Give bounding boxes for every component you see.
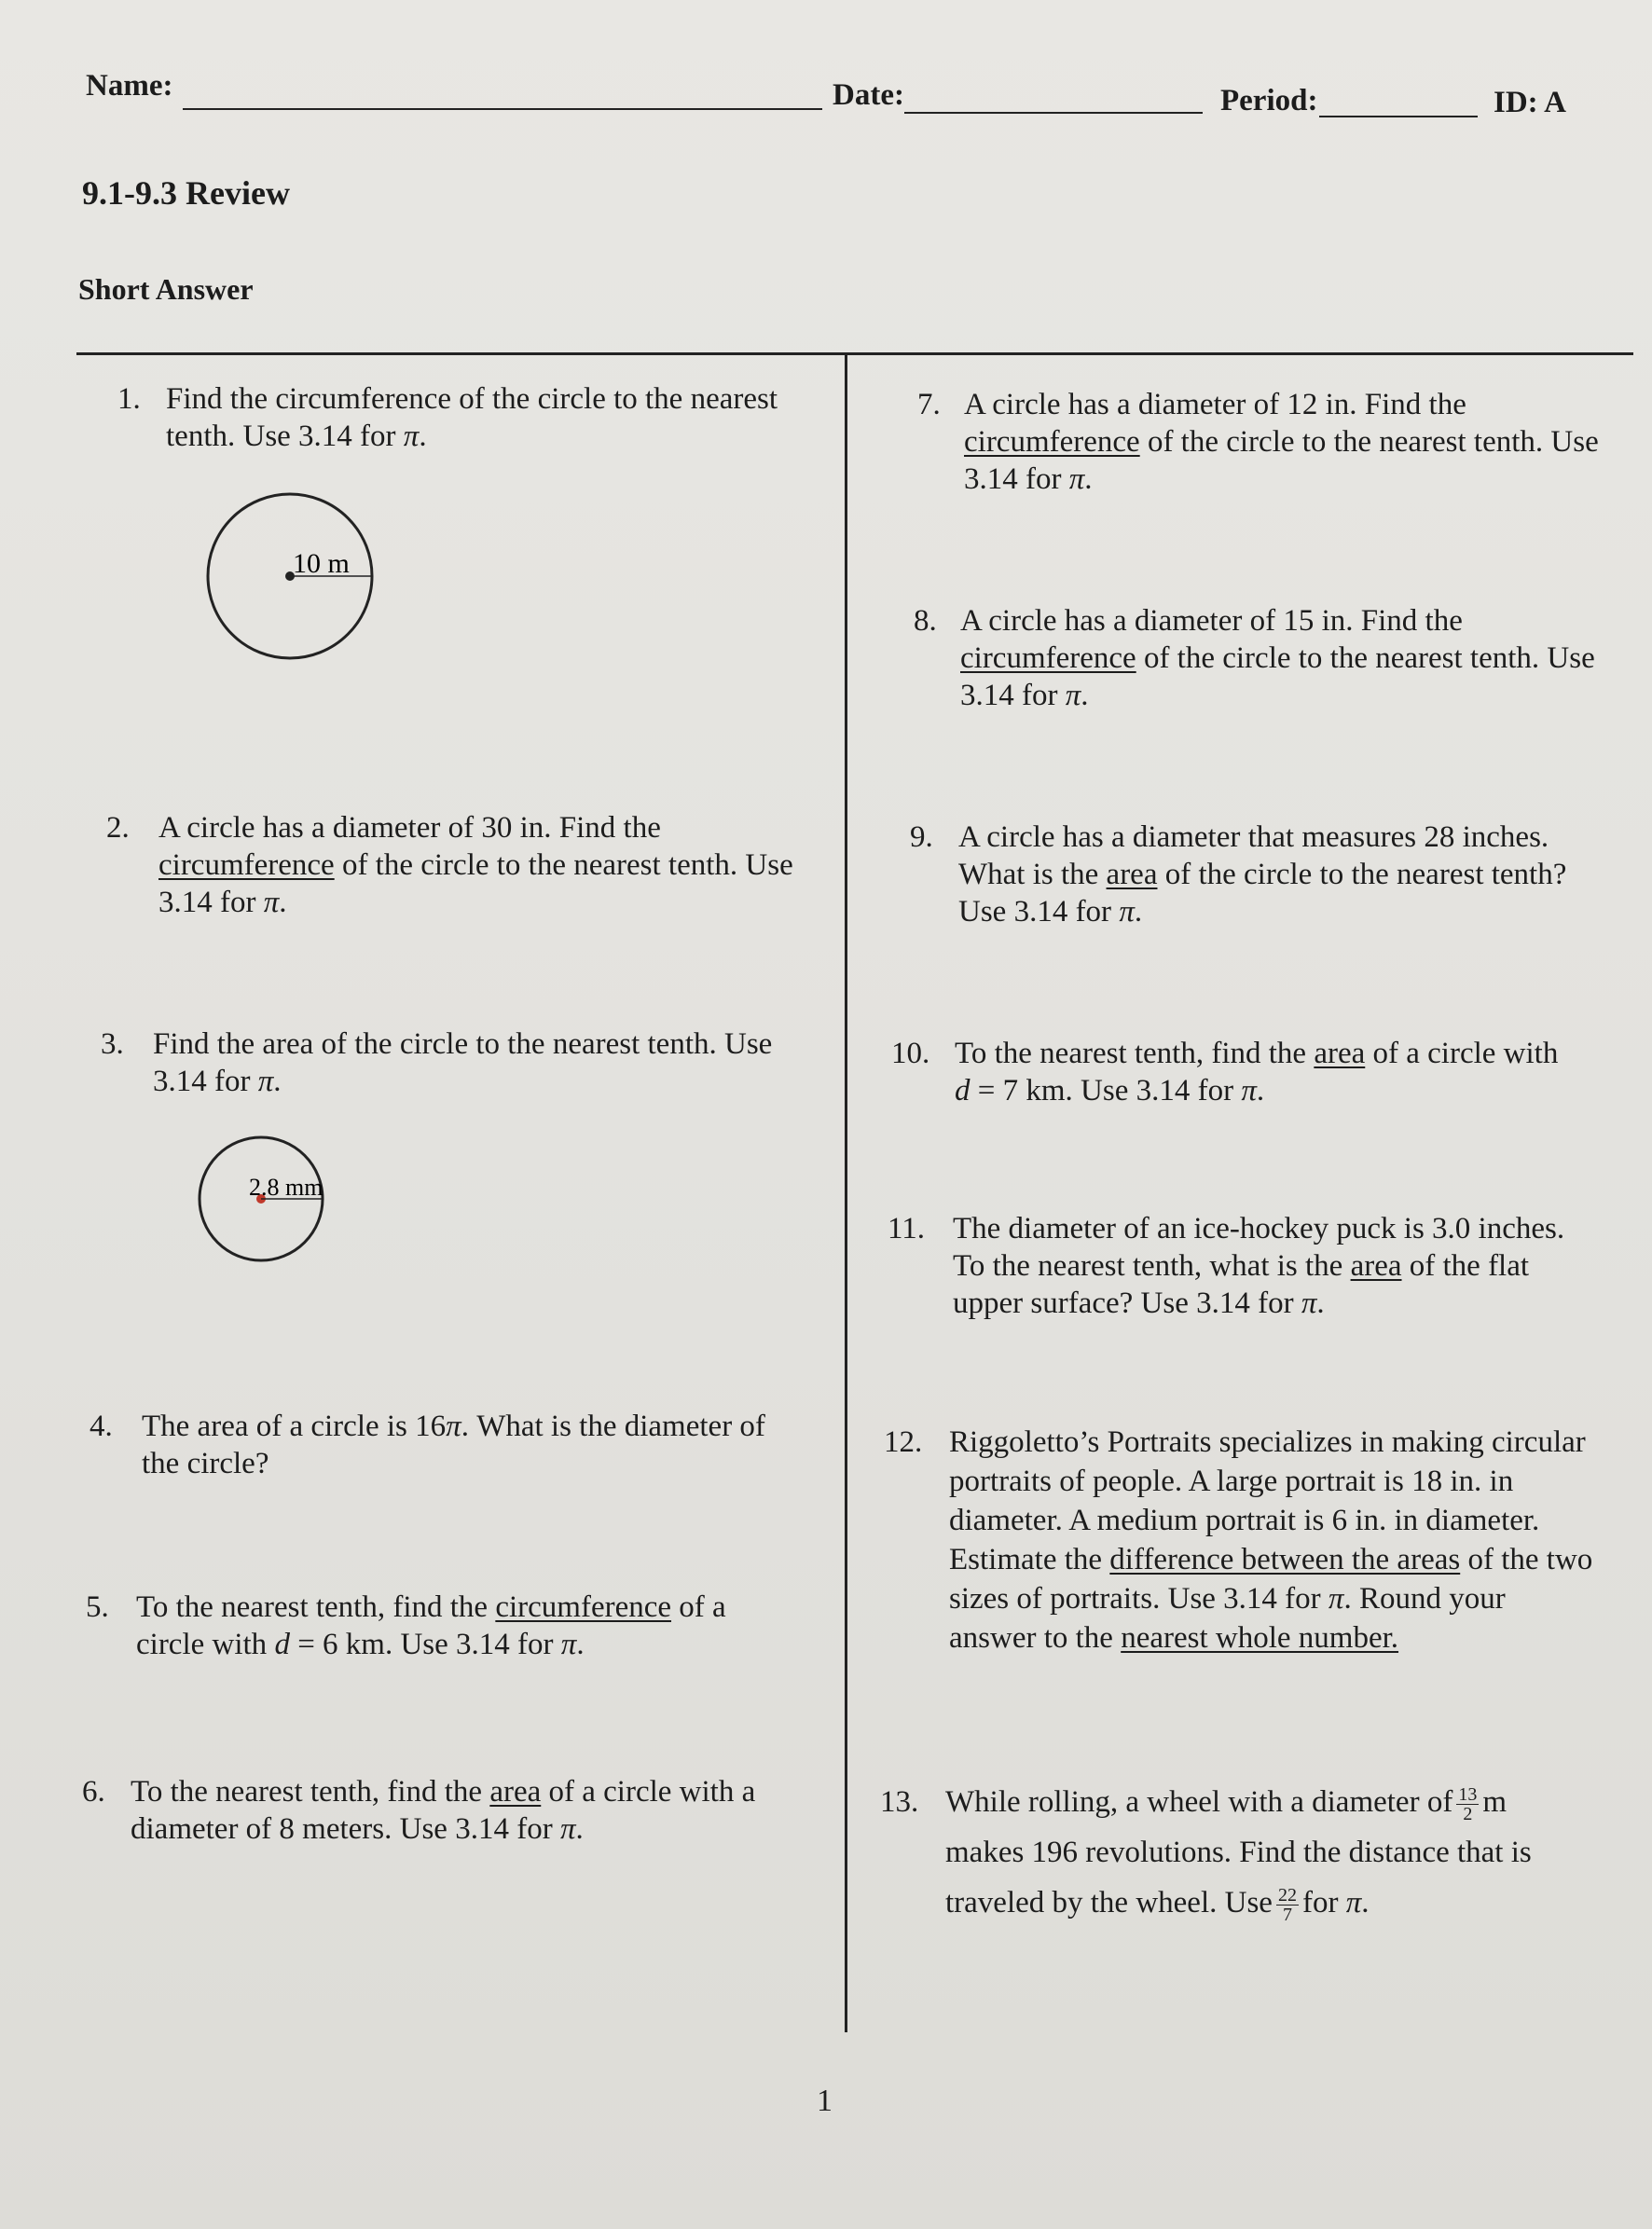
date-blank xyxy=(904,112,1203,114)
question-5: 5. To the nearest tenth, find the circumference of a circle with d = 6 km. Use 3.14 for π. xyxy=(86,1590,726,1661)
id-label: ID: A xyxy=(1494,86,1566,119)
name-blank xyxy=(183,108,822,110)
question-8: 8. A circle has a diameter of 15 in. Find the circumference of the circle to the nearest tenth. Use 3.14 for π. xyxy=(914,604,1595,712)
question-11: 11. The diameter of an ice-hockey puck is 3.0 inches. To the nearest tenth, what is the area of the flat upper surface? Use 3.14 for π. xyxy=(888,1212,1565,1320)
question-10: 10. To the nearest tenth, find the area of a circle with d = 7 km. Use 3.14 for π. xyxy=(891,1037,1559,1108)
question-12: 12. Riggoletto’s Portraits specializes in making circular portraits of people. A large portrait is 18 in. in diameter. A medium portrait is 6 in. in diameter. Estimate the difference between the areas of the two sizes of portraits. Use 3.14 for π. Round your answer to the nearest whole number. xyxy=(884,1425,1593,1655)
date-label: Date: xyxy=(833,78,904,112)
circle-figure-1 xyxy=(200,487,387,664)
question-2: 2. A circle has a diameter of 30 in. Find the circumference of the circle to the nearest tenth. Use 3.14 for π. xyxy=(106,811,793,919)
question-13: 13. While rolling, a wheel with a diameter of $\frac{13}{2}$ m makes 196 revolutions. Find the distance that is traveled by the wheel. Use $\frac{22}{7}$ for π. xyxy=(880,1783,1532,1925)
question-3: 3. Find the area of the circle to the nearest tenth. Use 3.14 for π. xyxy=(101,1027,773,1098)
worksheet-title: 9.1-9.3 Review xyxy=(82,174,290,212)
fraction-22-7: $\frac{22}{7}$ xyxy=(1277,1884,1297,1925)
circle-figure-3 xyxy=(191,1130,350,1270)
question-4: 4. The area of a circle is 16π. What is the diameter of the circle? xyxy=(89,1410,765,1480)
period-label: Period: xyxy=(1220,84,1318,117)
question-1 xyxy=(117,380,826,464)
radius-label: 10 m xyxy=(293,548,350,579)
horizontal-rule xyxy=(76,352,1633,355)
question-7: 7. A circle has a diameter of 12 in. Find the circumference of the circle to the nearest tenth. Use 3.14 for π. xyxy=(917,388,1599,496)
question-number: 1. xyxy=(117,382,141,416)
column-divider xyxy=(845,354,847,2032)
question-9: 9. A circle has a diameter that measures 28 inches. What is the area of the circle to the nearest tenth? Use 3.14 for π. xyxy=(910,820,1567,929)
name-label: Name: xyxy=(86,69,173,103)
radius-label: 2.8 mm xyxy=(249,1174,324,1201)
question-6: 6. To the nearest tenth, find the area of a circle with a diameter of 8 meters. Use 3.14 for π. xyxy=(82,1775,756,1846)
section-heading: Short Answer xyxy=(78,272,254,306)
question-text: Find the circumference of the circle to the nearest tenth. Use 3.14 for π. xyxy=(166,382,778,453)
fraction-13-2: $\frac{13}{2}$ xyxy=(1458,1783,1478,1824)
page-number: 1 xyxy=(817,2084,833,2118)
period-blank xyxy=(1319,116,1478,117)
